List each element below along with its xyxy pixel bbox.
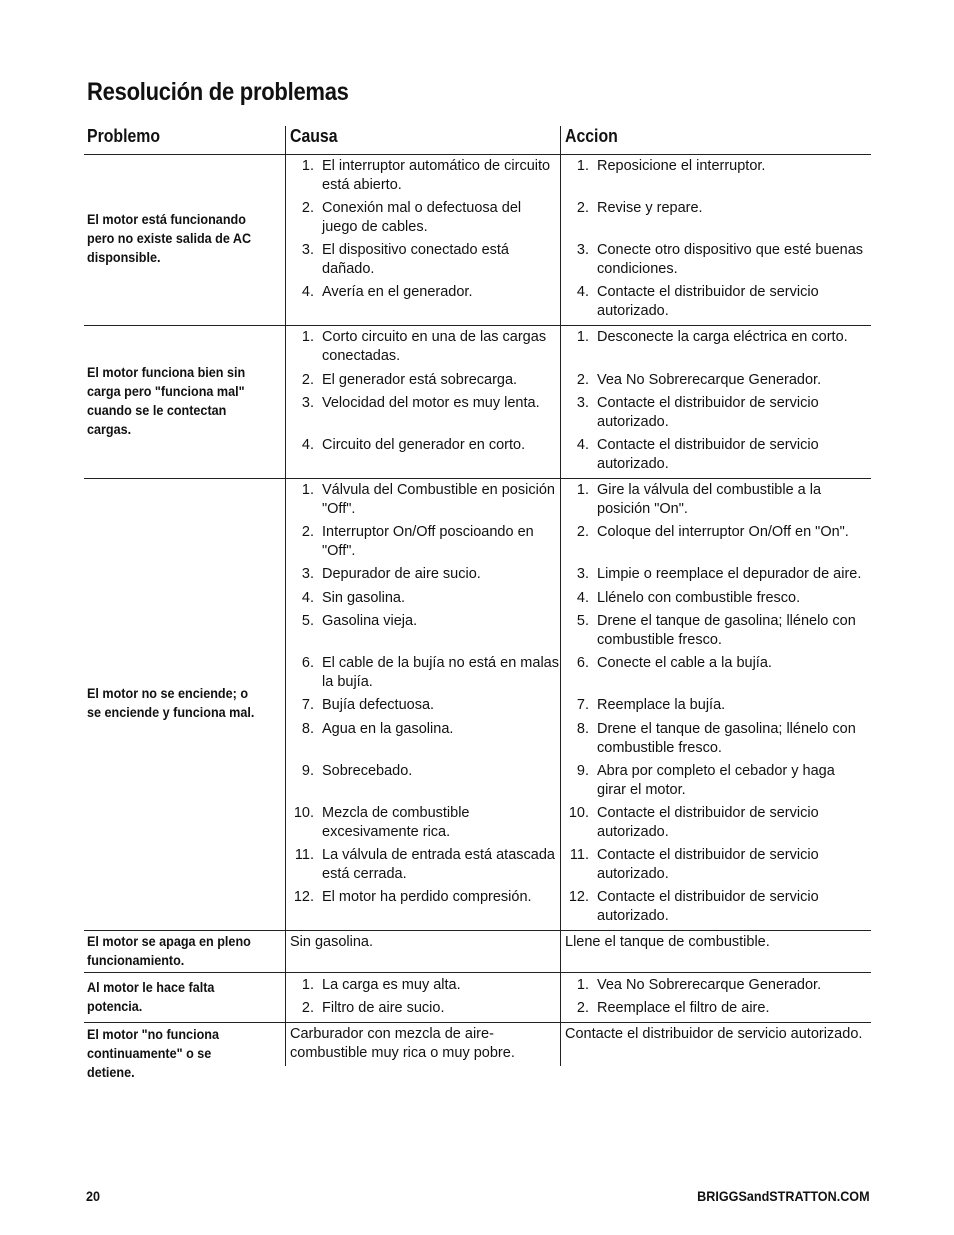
item-text: Corto circuito en una de las cargas conectadas. [322, 329, 547, 364]
item-number: 10. [568, 805, 589, 821]
item-number: 1. [576, 329, 589, 345]
item-text: Válvula del Combustible en posición "Off". [322, 482, 555, 517]
item-number: 1. [301, 977, 314, 993]
item-text: Drene el tanque de gasolina; llénelo con combustible fresco. [597, 613, 856, 648]
item-text: Contacte el distribuidor de servicio autorizado. [597, 395, 819, 430]
item-number: 7. [301, 697, 314, 713]
column-divider-1 [285, 126, 286, 1066]
item-number: 2. [576, 524, 589, 540]
item-number: 4. [576, 437, 589, 453]
item-number: 5. [301, 613, 314, 629]
item-text: Filtro de aire sucio. [322, 1000, 445, 1016]
item-text: Limpie o reemplace el depurador de aire. [597, 566, 862, 582]
rule-row-1 [84, 325, 871, 326]
problem-cell: El motor está funcionando pero no existe salida de AC disponsible. [87, 211, 252, 265]
rule-header [84, 154, 871, 155]
item-number: 11. [569, 847, 589, 863]
item-number: 3. [576, 566, 589, 582]
item-number: 2. [301, 372, 314, 388]
item-number: 3. [301, 242, 314, 258]
item-number: 11. [294, 847, 314, 863]
item-text: Conexión mal o defectuosa del juego de cables. [322, 200, 522, 235]
page-number: 20 [86, 1188, 101, 1204]
item-text: Reemplace la bujía. [597, 697, 726, 713]
problem-cell: El motor se apaga en pleno funcionamiento. [87, 933, 251, 968]
item-text: Bujía defectuosa. [322, 697, 435, 713]
action-text: Contacte el distribuidor de servicio autorizado. [565, 1026, 863, 1042]
item-number: 12. [293, 889, 314, 905]
item-number: 3. [301, 395, 314, 411]
item-text: Gasolina vieja. [322, 613, 418, 629]
item-text: Circuito del generador en corto. [322, 437, 526, 453]
item-text: Desconecte la carga eléctrica en corto. [597, 329, 848, 345]
item-text: Velocidad del motor es muy lenta. [322, 395, 540, 411]
item-number: 8. [301, 721, 314, 737]
item-number: 1. [576, 158, 589, 174]
problem-cell: Al motor le hace falta potencia. [87, 979, 215, 1014]
item-number: 9. [576, 763, 589, 779]
item-text: Coloque del interruptor On/Off en "On". [597, 524, 849, 540]
problem-cell: El motor no se enciende; o se enciende y funciona mal. [87, 685, 255, 720]
item-text: Contacte el distribuidor de servicio autorizado. [597, 805, 819, 840]
item-text: Sobrecebado. [322, 763, 413, 779]
item-text: El dispositivo conectado está dañado. [322, 242, 509, 277]
item-text: La válvula de entrada está atascada está cerrada. [322, 847, 555, 882]
item-number: 4. [301, 284, 314, 300]
item-text: Contacte el distribuidor de servicio autorizado. [597, 847, 819, 882]
item-text: Mezcla de combustible excesivamente rica. [322, 805, 470, 840]
item-text: Sin gasolina. [322, 590, 406, 606]
item-text: El generador está sobrecarga. [322, 372, 518, 388]
column-divider-2 [560, 126, 561, 1066]
problem-cell: El motor "no funciona continuamente" o se detiene. [87, 1026, 219, 1080]
item-number: 1. [576, 482, 589, 498]
rule-row-4 [84, 972, 871, 973]
item-text: Depurador de aire sucio. [322, 566, 481, 582]
item-text: Contacte el distribuidor de servicio autorizado. [597, 889, 819, 924]
item-text: Vea No Sobrerecarque Generador. [597, 372, 822, 388]
item-number: 2. [576, 200, 589, 216]
cause-text: Sin gasolina. [290, 934, 374, 950]
item-number: 12. [568, 889, 589, 905]
cause-text: Carburador con mezcla de aire-combustible muy rica o muy pobre. [290, 1026, 515, 1061]
rule-row-2 [84, 478, 871, 479]
item-number: 4. [301, 437, 314, 453]
header-action: Accion [565, 126, 618, 146]
item-text: Revise y repare. [597, 200, 703, 216]
item-number: 2. [576, 1000, 589, 1016]
item-number: 2. [576, 372, 589, 388]
item-text: Contacte el distribuidor de servicio autorizado. [597, 437, 819, 472]
item-text: Reemplace el filtro de aire. [597, 1000, 770, 1016]
item-text: Interruptor On/Off poscioando en "Off". [322, 524, 534, 559]
item-number: 4. [301, 590, 314, 606]
item-text: El motor ha perdido compresión. [322, 889, 532, 905]
item-number: 6. [301, 655, 314, 671]
header-problem: Problemo [87, 126, 161, 146]
page-title: Resolución de problemas [87, 78, 349, 106]
item-text: Reposicione el interruptor. [597, 158, 766, 174]
item-text: Vea No Sobrerecarque Generador. [597, 977, 822, 993]
item-text: La carga es muy alta. [322, 977, 461, 993]
item-number: 1. [301, 329, 314, 345]
item-number: 8. [576, 721, 589, 737]
item-number: 1. [576, 977, 589, 993]
item-number: 3. [301, 566, 314, 582]
item-number: 6. [576, 655, 589, 671]
item-number: 10. [293, 805, 314, 821]
item-number: 7. [576, 697, 589, 713]
item-text: El interruptor automático de circuito está abierto. [322, 158, 551, 193]
item-number: 2. [301, 1000, 314, 1016]
header-cause: Causa [290, 126, 338, 146]
item-number: 3. [576, 242, 589, 258]
item-number: 4. [576, 590, 589, 606]
item-number: 5. [576, 613, 589, 629]
item-number: 2. [301, 524, 314, 540]
item-number: 4. [576, 284, 589, 300]
item-number: 2. [301, 200, 314, 216]
item-text: El cable de la bujía no está en malas la bujía. [322, 655, 559, 690]
item-text: Avería en el generador. [322, 284, 473, 300]
item-number: 1. [301, 482, 314, 498]
item-text: Conecte el cable a la bujía. [597, 655, 772, 671]
item-text: Drene el tanque de gasolina; llénelo con combustible fresco. [597, 721, 856, 756]
item-text: Abra por completo el cebador y haga girar el motor. [597, 763, 835, 798]
item-number: 1. [301, 158, 314, 174]
item-text: Conecte otro dispositivo que esté buenas condiciones. [597, 242, 864, 277]
item-text: Agua en la gasolina. [322, 721, 454, 737]
item-number: 9. [301, 763, 314, 779]
item-number: 3. [576, 395, 589, 411]
footer-website: BRIGGSandSTRATTON.COM [697, 1188, 870, 1204]
item-text: Contacte el distribuidor de servicio autorizado. [597, 284, 819, 319]
problem-cell: El motor funciona bien sin carga pero "funciona mal" cuando se le contectan cargas. [87, 364, 246, 437]
item-text: Gire la válvula del combustible a la posición "On". [597, 482, 822, 517]
item-text: Llénelo con combustible fresco. [597, 590, 801, 606]
action-text: Llene el tanque de combustible. [565, 934, 770, 950]
rule-row-3 [84, 930, 871, 931]
rule-row-5 [84, 1022, 871, 1023]
